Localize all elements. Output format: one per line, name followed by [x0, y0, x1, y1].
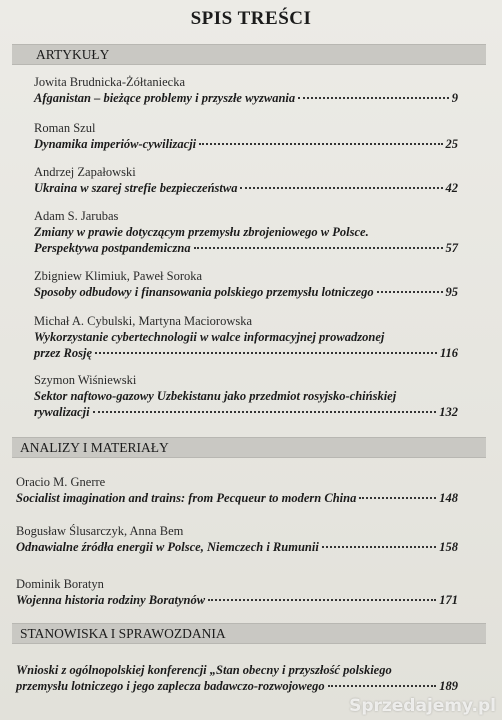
section-heading-analyses: ANALIZY I MATERIAŁY [12, 437, 486, 458]
entry-page-number: 42 [445, 181, 458, 195]
toc-entry [34, 268, 458, 300]
entry-author: Roman Szul [34, 121, 96, 135]
entry-author: Oracio M. Gnerre [16, 475, 106, 489]
toc-entry [34, 74, 458, 106]
entry-title: Socialist imagination and trains: from Pecqueur to modern China [16, 491, 357, 505]
leader-dots [328, 685, 437, 687]
entry-title-line-1: Wnioski z ogólnopolskiej konferencji „Stan obecny i przyszłość polskiego [16, 663, 392, 677]
leader-dots [194, 247, 443, 249]
toc-entry [16, 523, 458, 555]
entry-title: Sposoby odbudowy i finansowania polskiego przemysłu lotniczego [34, 285, 374, 299]
section-heading-articles: ARTYKUŁY [12, 44, 486, 65]
entry-title: przemysłu lotniczego i jego zaplecza badawczo-rozwojowego [16, 679, 325, 693]
toc-entry [34, 313, 458, 361]
leader-dots [199, 143, 442, 145]
entry-author: Adam S. Jarubas [34, 209, 119, 223]
entry-author: Szymon Wiśniewski [34, 373, 137, 387]
section-heading-reports: STANOWISKA I SPRAWOZDANIA [12, 623, 486, 644]
entry-title-line [34, 404, 458, 420]
entry-title-line [34, 180, 458, 196]
entry-title: przez Rosję [34, 346, 92, 360]
entry-page-number: 25 [445, 137, 458, 151]
leader-dots [93, 411, 437, 413]
entry-title-line [16, 592, 458, 608]
entry-page-number: 189 [439, 679, 458, 693]
entry-page-number: 95 [445, 285, 458, 299]
entry-title: Ukraina w szarej strefie bezpieczeństwa [34, 181, 238, 195]
entry-title: rywalizacji [34, 405, 90, 419]
leader-dots [322, 546, 436, 548]
entry-page-number: 158 [439, 540, 458, 554]
entry-author: Jowita Brudnicka-Żółtaniecka [34, 75, 185, 89]
leader-dots [208, 599, 436, 601]
entry-title-line [16, 539, 458, 555]
entry-title-line [34, 284, 458, 300]
toc-entry [16, 662, 458, 694]
entry-title-line [16, 490, 458, 506]
entry-author: Dominik Boratyn [16, 577, 104, 591]
leader-dots [95, 352, 437, 354]
toc-entry [34, 372, 458, 420]
entry-title: Perspektywa postpandemiczna [34, 241, 191, 255]
entry-title: Odnawialne źródła energii w Polsce, Niemczech i Rumunii [16, 540, 319, 554]
entry-title: Afganistan – bieżące problemy i przyszłe wyzwania [34, 91, 296, 105]
entry-author: Andrzej Zapałowski [34, 165, 136, 179]
leader-dots [298, 97, 449, 99]
entry-page-number: 116 [439, 346, 458, 360]
entry-title-line [16, 678, 458, 694]
entry-page-number: 171 [439, 593, 458, 607]
entry-page-number: 9 [451, 91, 458, 105]
toc-entry [34, 208, 458, 256]
entry-page-number: 148 [439, 491, 458, 505]
entry-title-line [34, 90, 458, 106]
toc-entry [34, 164, 458, 196]
leader-dots [359, 497, 436, 499]
entry-title: Wojenna historia rodziny Boratynów [16, 593, 206, 607]
entry-title-line-1: Wykorzystanie cybertechnologii w walce informacyjnej prowadzonej [34, 330, 385, 344]
entry-title-line [34, 345, 458, 361]
leader-dots [377, 291, 443, 293]
entry-title-line-1: Sektor naftowo-gazowy Uzbekistanu jako przedmiot rosyjsko-chińskiej [34, 389, 397, 403]
entry-page-number: 57 [445, 241, 458, 255]
toc-entry [16, 576, 458, 608]
page-title: SPIS TREŚCI [190, 8, 312, 29]
watermark-logo: Sprzedajemy.pl [349, 696, 496, 716]
entry-title: Dynamika imperiów-cywilizacji [34, 137, 197, 151]
entry-author: Zbigniew Klimiuk, Paweł Soroka [34, 269, 203, 283]
entry-page-number: 132 [439, 405, 458, 419]
entry-author: Michał A. Cybulski, Martyna Maciorowska [34, 314, 253, 328]
entry-author: Bogusław Ślusarczyk, Anna Bem [16, 524, 184, 538]
entry-title-line-1: Zmiany w prawie dotyczącym przemysłu zbrojeniowego w Polsce. [34, 225, 369, 239]
toc-entry [16, 474, 458, 506]
leader-dots [240, 187, 442, 189]
entry-title-line [34, 240, 458, 256]
entry-title-line [34, 136, 458, 152]
toc-entry [34, 120, 458, 152]
